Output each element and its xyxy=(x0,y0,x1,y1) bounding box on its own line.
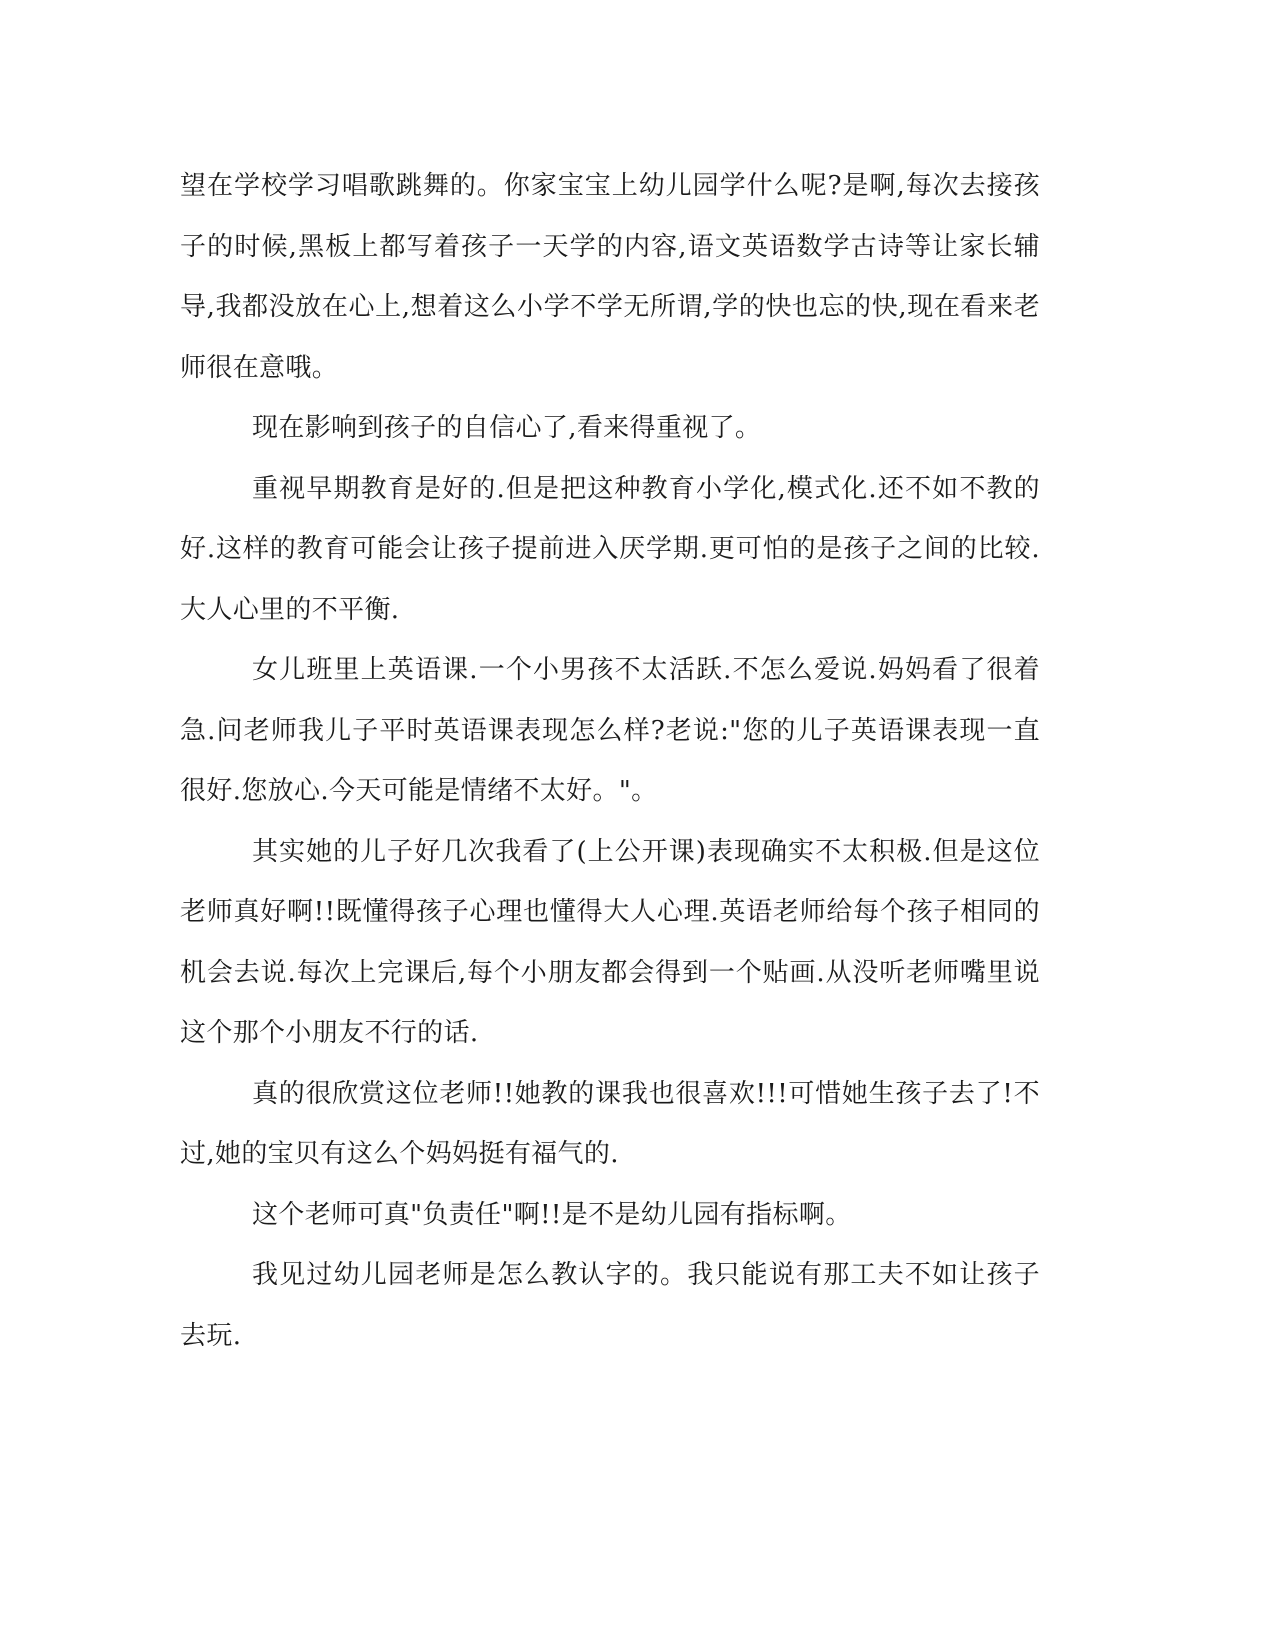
paragraph-5: 其实她的儿子好几次我看了(上公开课)表现确实不太积极.但是这位老师真好啊!!既懂得孩子心理也懂得大人心理.英语老师给每个孩子相同的机会去说.每次上完课后,每个小朋友都会得到一个贴画.从没听老师嘴里说这个那个小朋友不行的话. xyxy=(180,836,1040,1048)
document-page xyxy=(180,156,1040,1366)
paragraph-4: 女儿班里上英语课.一个小男孩不太活跃.不怎么爱说.妈妈看了很着急.问老师我儿子平时英语课表现怎么样?老说:"您的儿子英语课表现一直很好.您放心.今天可能是情绪不太好。"。 xyxy=(180,655,1040,806)
paragraph-1: 望在学校学习唱歌跳舞的。你家宝宝上幼儿园学什么呢?是啊,每次去接孩子的时候,黑板上都写着孩子一天学的内容,语文英语数学古诗等让家长辅导,我都没放在心上,想着这么小学不学无所谓,学的快也忘的快,现在看来老师很在意哦。 xyxy=(180,171,1040,383)
paragraph-3: 重视早期教育是好的.但是把这种教育小学化,模式化.还不如不教的好.这样的教育可能会让孩子提前进入厌学期.更可怕的是孩子之间的比较.大人心里的不平衡. xyxy=(180,473,1040,625)
paragraph-2: 现在影响到孩子的自信心了,看来得重视了。 xyxy=(252,413,762,443)
paragraph-6: 真的很欣赏这位老师!!她教的课我也很喜欢!!!可惜她生孩子去了!不过,她的宝贝有这么个妈妈挺有福气的. xyxy=(180,1078,1040,1169)
paragraph-7: 这个老师可真"负责任"啊!!是不是幼儿园有指标啊。 xyxy=(252,1199,852,1230)
paragraph-8: 我见过幼儿园老师是怎么教认字的。我只能说有那工夫不如让孩子去玩. xyxy=(180,1260,1040,1351)
